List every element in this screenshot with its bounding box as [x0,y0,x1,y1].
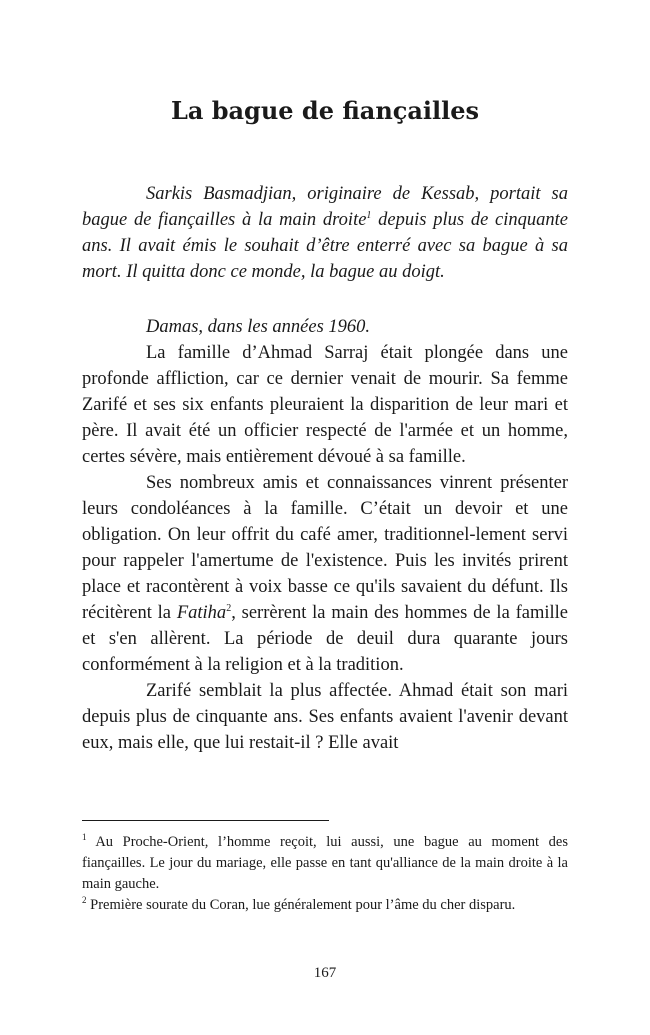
fatiha-term: Fatiha [176,603,227,623]
footnote-number-2: 2 [82,895,87,906]
paragraph-3: Zarifé semblait la plus affectée. Ahmad était son mari depuis plus de cinquante ans. Ses enfants avaient l'avenir devant eux, mais elle, que lui restait-il ? Elle avait [82,681,568,753]
footnote-number-1: 1 [82,832,87,843]
paragraph-1: La famille d’Ahmad Sarraj était plongée dans une profonde affliction, car ce dernier venait de mourir. Sa femme Zarifé et ses six enfants pleuraient la disparition de leur mari et père. Il avait été un officier respecté de l'armée et un homme, certes sévère, mais entièrement dévoué à sa famille. [82,343,568,467]
footnote-1 [82,832,568,895]
footnotes [82,832,568,916]
paragraph-2 [82,470,568,678]
paragraph-2-text-b: , serrèrent la main des hommes de la famille et s'en allèrent. La période de deuil dura quarante jours conformément à la religion et à la tradition. [82,603,569,675]
footnote-ref-2: 2 [226,602,232,614]
epigraph-text-1: Sarkis Basmadjian, originaire de Kessab, portait sa bague de fiançailles à la main droite [82,184,568,230]
footnote-ref-1: 1 [366,209,372,221]
footnote-text-2: Première sourate du Coran, lue généralement pour l’âme du cher disparu. [86,897,516,913]
epigraph-text-2: depuis plus de cinquante ans. Il avait émis le souhait d’être enterré avec sa bague à sa mort. Il quitta donc ce monde, la bague au doigt. [82,210,568,282]
place-date: Damas, dans les années 1960. [146,317,371,337]
paragraph-2-text-a: Ses nombreux amis et connaissances vinrent présenter leurs condoléances à la famille. C’était un devoir et une obligation. On leur offrit du café amer, traditionnel-lement servi pour rappeler l'amertume de l'existence. Puis les invités prirent place et racontèrent à voix basse ce qu'ils savaient du défunt. Ils récitèrent la [82,473,568,623]
page-number: 167 [313,965,337,981]
footnote-text-1: Au Proche-Orient, l’homme reçoit, lui aussi, une bague au moment des fiançailles. Le jour du mariage, elle passe en tant qu'alliance de la main droite à la main gauche. [82,834,568,892]
chapter-title: La bague de fiançailles [170,96,480,125]
footnote-2 [82,895,568,916]
footnote-separator [82,820,329,821]
main-text [82,314,568,756]
epigraph [82,181,568,285]
